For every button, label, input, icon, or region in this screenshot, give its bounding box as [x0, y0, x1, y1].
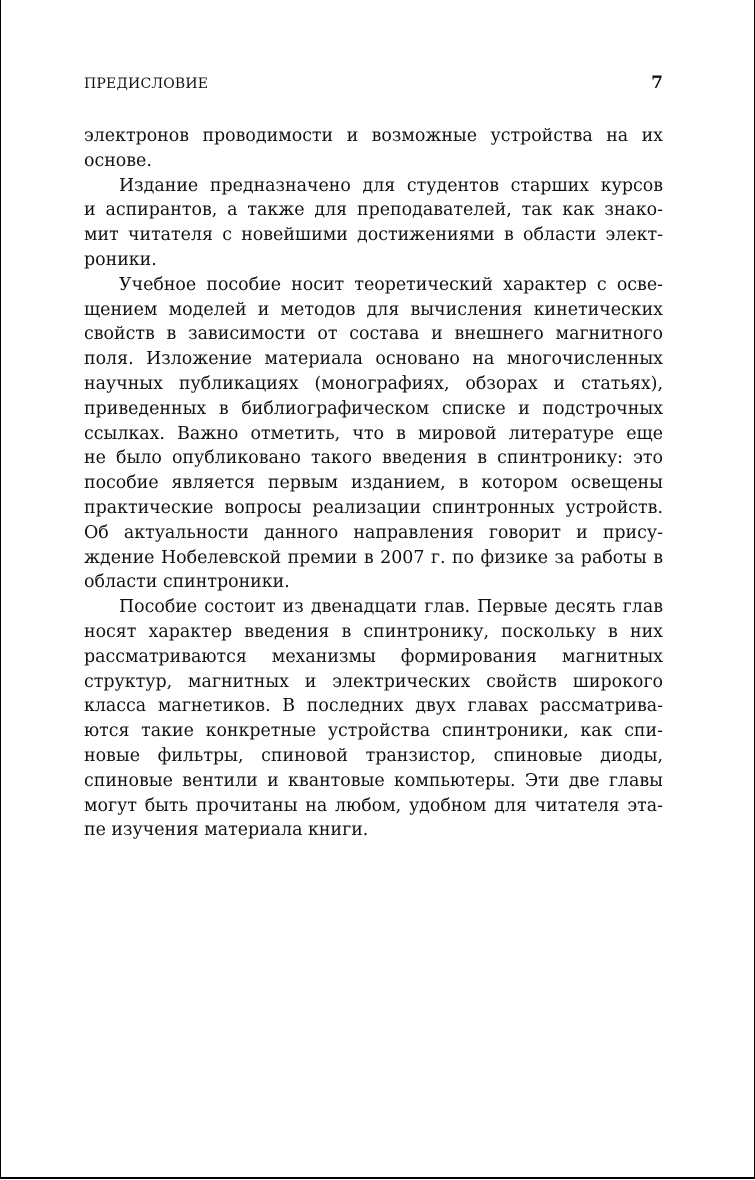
page-number: 7 — [651, 73, 663, 93]
body-text — [84, 124, 663, 843]
text-line: роники. — [84, 249, 157, 270]
text-line: Учебное пособие носит теоретический характер с осве- — [119, 274, 663, 295]
running-title: ПРЕДИСЛОВИЕ — [84, 76, 209, 92]
paragraph — [84, 124, 663, 174]
text-line: спиновые вентили и квантовые компьютеры. Эти две главы — [84, 770, 663, 791]
running-head — [84, 73, 663, 97]
text-line: ссылках. Важно отметить, что в мировой литературе еще — [84, 423, 663, 444]
text-line: пособие является первым изданием, в котором освещены — [84, 473, 663, 494]
text-line: свойств в зависимости от состава и внешнего магнитного — [84, 324, 663, 345]
text-line: научных публикациях (монографиях, обзорах и статьях), — [84, 373, 663, 394]
text-line: ждение Нобелевской премии в 2007 г. по физике за работы в — [84, 547, 663, 568]
text-line: мит читателя с новейшими достижениями в области элект- — [84, 225, 663, 246]
text-line: пе изучения материала книги. — [84, 820, 369, 841]
text-line: и аспирантов, а также для преподавателей, так как знако- — [84, 200, 663, 221]
text-line: структур, магнитных и электрических свойств широкого — [84, 671, 663, 692]
text-line: рассматриваются механизмы формирования магнитных — [84, 646, 663, 667]
text-line: практические вопросы реализации спинтронных устройств. — [84, 497, 663, 518]
text-line: поля. Изложение материала основано на многочисленных — [84, 349, 663, 370]
text-line: приведенных в библиографическом списке и подстрочных — [84, 398, 663, 419]
text-line: не было опубликовано такого введения в спинтронику: это — [84, 448, 663, 469]
text-line: основе. — [84, 150, 152, 171]
text-line: Пособие состоит из двенадцати глав. Первые десять глав — [119, 597, 663, 618]
text-line: области спинтроники. — [84, 572, 290, 593]
text-line: могут быть прочитаны на любом, удобном для читателя эта- — [84, 795, 663, 816]
text-line: новые фильтры, спиновой транзистор, спиновые диоды, — [84, 745, 663, 766]
paragraph — [84, 273, 663, 595]
text-line: Об актуальности данного направления говорит и прису- — [84, 522, 663, 543]
paragraph — [84, 174, 663, 273]
text-line: класса магнетиков. В последних двух главах рассматрива- — [84, 696, 663, 717]
text-line: носят характер введения в спинтронику, поскольку в них — [84, 621, 663, 642]
text-line: щением моделей и методов для вычисления кинетических — [84, 299, 663, 320]
text-line: ются такие конкретные устройства спинтроники, как спи- — [84, 721, 663, 742]
paragraph — [84, 595, 663, 843]
text-line: Издание предназначено для студентов старших курсов — [119, 175, 663, 196]
text-line: электронов проводимости и возможные устройства на их — [84, 126, 663, 146]
